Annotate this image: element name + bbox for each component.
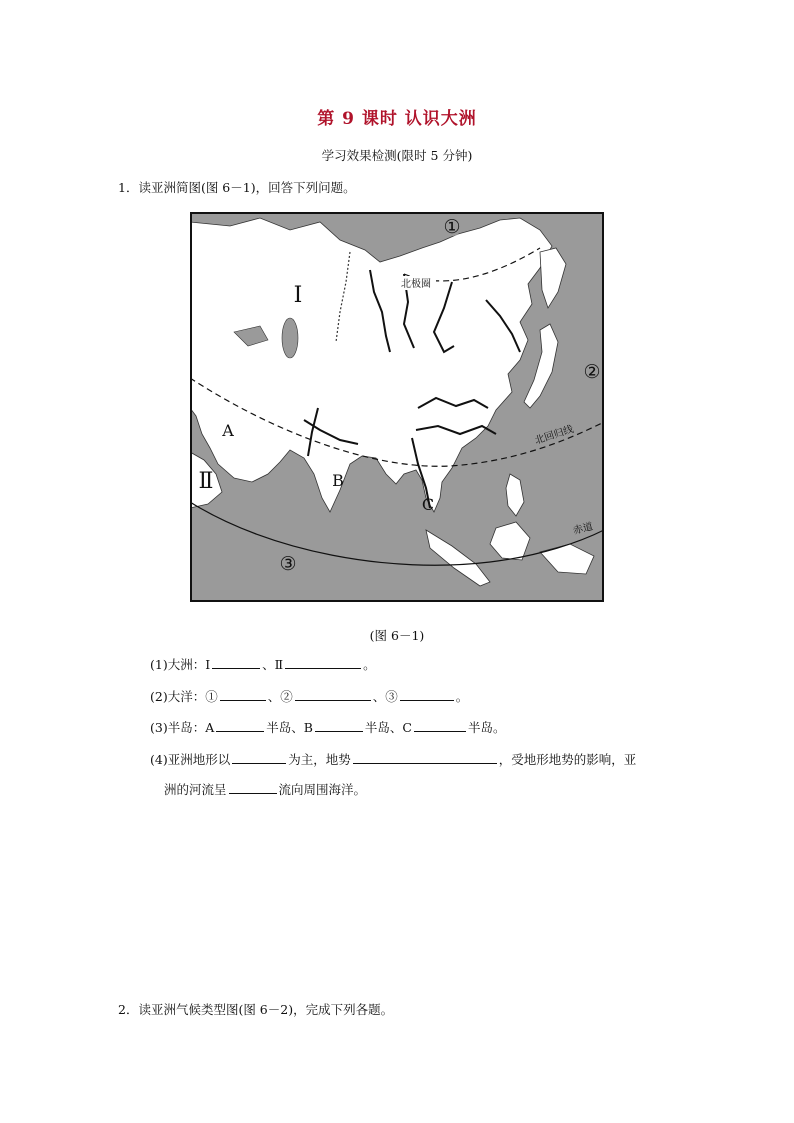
q1-2-sep2: 、③ [372,689,398,704]
q1-3-a: 半岛、B [266,720,313,735]
caspian-sea [282,318,298,358]
sub-question-3 [150,718,506,736]
q1-4-prefix: (4)亚洲地形以 [150,752,231,767]
q1-3-c: 半岛。 [468,720,506,735]
peninsula-b-label: B [332,471,344,490]
tropic-label: 北回归线 [533,424,575,447]
sub-question-2 [150,687,468,705]
page-subtitle: 学习效果检测(限时 5 分钟) [321,148,473,163]
page-title: 第 9 课时 认识大洲 [317,109,477,129]
q1-4-mid: 为主，地势 [288,752,351,767]
equator-label: 赤道 [572,521,595,537]
sub-question-4-line2 [164,780,366,798]
q1-2-sep1: 、② [267,689,293,704]
answer-blank[interactable] [353,751,497,764]
ocean-1-label: ① [443,216,461,238]
q1-1-end: 。 [363,657,376,672]
answer-blank[interactable] [216,719,264,732]
answer-blank[interactable] [220,688,266,701]
q1-3-prefix: (3)半岛：A [150,720,215,735]
ocean-2-label: ② [583,361,601,383]
arctic-circle-label: 北极圈 [401,279,431,290]
sub-question-1 [150,655,376,673]
answer-blank[interactable] [414,719,466,732]
q1-2-prefix: (2)大洋：① [150,689,218,704]
ocean-3-label: ③ [279,553,297,575]
answer-blank[interactable] [212,656,260,669]
continent-2-label: Ⅱ [198,469,214,494]
q1-3-b: 半岛、C [364,720,412,735]
sub-question-4 [150,750,636,768]
answer-blank[interactable] [285,656,361,669]
peninsula-c-label: C [421,495,435,514]
q1-1-sep: 、Ⅱ [262,657,284,672]
q1-4-tail: ，受地形地势的影响，亚 [498,752,637,767]
answer-blank[interactable] [229,781,277,794]
peninsula-a-label: A [222,421,234,440]
q1-1-prefix: (1)大洲：Ⅰ [150,657,211,672]
q1-4-line2-prefix: 洲的河流呈 [164,782,227,797]
q1-2-end: 。 [455,689,469,704]
figure-caption: (图 6－1) [369,628,425,643]
answer-blank[interactable] [295,688,371,701]
asia-map [190,212,604,602]
continent-1-label: Ⅰ [293,283,303,308]
question-1-prompt: 1．读亚洲简图(图 6－1)，回答下列问题。 [118,180,356,195]
q1-4-line2-end: 流向周围海洋。 [278,782,367,797]
answer-blank[interactable] [232,751,286,764]
question-2-prompt: 2．读亚洲气候类型图(图 6－2)，完成下列各题。 [118,1002,394,1017]
answer-blank[interactable] [315,719,363,732]
answer-blank[interactable] [400,688,454,701]
